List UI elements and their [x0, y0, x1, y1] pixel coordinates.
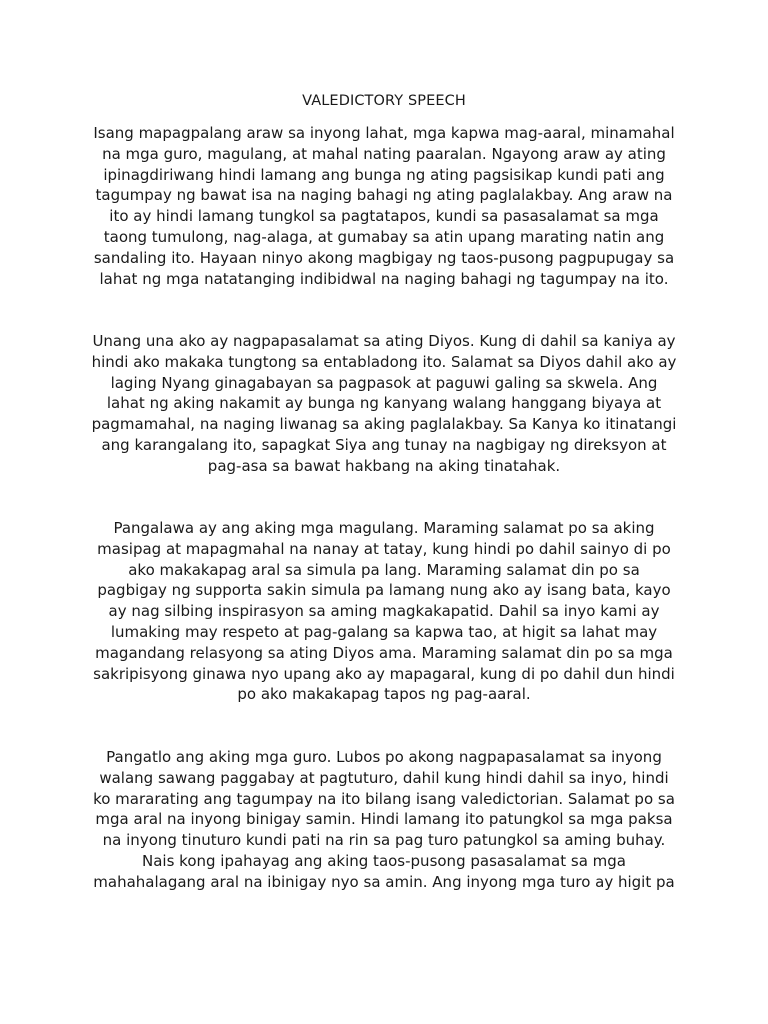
paragraph-line: mga aral na inyong binigay samin. Hindi lamang ito patungkol sa mga paksa — [95, 810, 673, 829]
paragraph-line: po ako makakapag tapos ng pag-aaral. — [237, 685, 531, 704]
paragraph-line: masipag at mapagmahal na nanay at tatay, kung hindi po dahil sainyo di po — [97, 539, 671, 558]
paragraph-line: Isang mapagpalang araw sa inyong lahat, mga kapwa mag-aaral, minamahal — [93, 124, 675, 142]
paragraph-line: pagmamahal, na naging liwanag sa aking paglalakbay. Sa Kanya ko itinatangi — [91, 415, 677, 434]
paragraph-line: Unang una ako ay nagpapasalamat sa ating Diyos. Kung di dahil sa kaniya ay — [92, 332, 676, 350]
paragraph-line: tagumpay ng bawat isa na naging bahagi ng ating paglalakbay. Ang araw na — [95, 186, 673, 205]
paragraph-line: Nais kong ipahayag ang aking taos-pusong pasasalamat sa mga — [142, 851, 626, 870]
paragraph-line: ito ay hindi lamang tungkol sa pagtatapos, kundi sa pasasalamat sa mga — [109, 207, 659, 226]
paragraph-line: laging Nyang ginagabayan sa pagpasok at paguwi galing sa skwela. Ang — [110, 373, 658, 392]
paragraph-line: ipinagdiriwang hindi lamang ang bunga ng ating pagsisikap kundi pati ang — [103, 165, 665, 184]
paragraph-thanks-god — [90, 331, 678, 477]
paragraph-greeting — [90, 123, 678, 289]
speech-title: VALEDICTORY SPEECH — [302, 93, 466, 109]
paragraph-line: taong tumulong, nag-alaga, at gumabay sa atin upang marating natin ang — [103, 227, 665, 246]
paragraph-line: pagbigay ng supporta sakin simula pa lamang nung ako ay isang bata, kayo — [97, 581, 671, 600]
paragraph-line: pag-asa sa bawat hakbang na aking tinatahak. — [207, 456, 561, 475]
paragraph-line: ako makakapag aral sa simula pa lang. Maraming salamat din po sa — [128, 560, 640, 579]
paragraph-line: ko mararating ang tagumpay na ito bilang isang valedictorian. Salamat po sa — [93, 789, 675, 808]
paragraph-line: Pangalawa ay ang aking mga magulang. Maraming salamat po sa aking — [113, 519, 655, 537]
paragraph-line: ay nag silbing inspirasyon sa aming magkakapatid. Dahil sa inyo kami ay — [108, 602, 660, 621]
paragraph-line: sandaling ito. Hayaan ninyo akong magbigay ng taos-pusong pagpupugay sa — [93, 248, 675, 267]
paragraph-line: na inyong tinuturo kundi pati na rin sa pag turo patungkol sa aming buhay. — [102, 831, 666, 850]
paragraph-line: lumaking may respeto at pag-galang sa kapwa tao, at higit sa lahat may — [110, 622, 658, 641]
paragraph-line: sakripisyong ginawa nyo upang ako ay mapagaral, kung di po dahil dun hindi — [93, 664, 675, 683]
paragraph-thanks-teachers — [90, 747, 678, 893]
paragraph-thanks-parents — [90, 518, 678, 705]
paragraph-line: magandang relasyong sa ating Diyos ama. Maraming salamat din po sa mga — [95, 643, 673, 662]
paragraph-line: na mga guro, magulang, at mahal nating paaralan. Ngayong araw ay ating — [102, 144, 666, 163]
paragraph-line: Pangatlo ang aking mga guro. Lubos po akong nagpapasalamat sa inyong — [106, 748, 662, 766]
paragraph-line: hindi ako makaka tungtong sa entabladong ito. Salamat sa Diyos dahil ako ay — [91, 352, 677, 371]
paragraph-line: lahat ng mga natatanging indibidwal na naging bahagi ng tagumpay na ito. — [99, 269, 669, 288]
paragraph-line: lahat ng aking nakamit ay bunga ng kanyang walang hanggang biyaya at — [106, 394, 662, 413]
paragraph-line: ang karangalang ito, sapagkat Siya ang tunay na nagbigay ng direksyon at — [101, 435, 667, 454]
paragraph-line: mahahalagang aral na ibinigay nyo sa amin. Ang inyong mga turo ay higit pa — [93, 872, 675, 891]
paragraph-line: walang sawang paggabay at pagtuturo, dahil kung hindi dahil sa inyo, hindi — [99, 768, 669, 787]
